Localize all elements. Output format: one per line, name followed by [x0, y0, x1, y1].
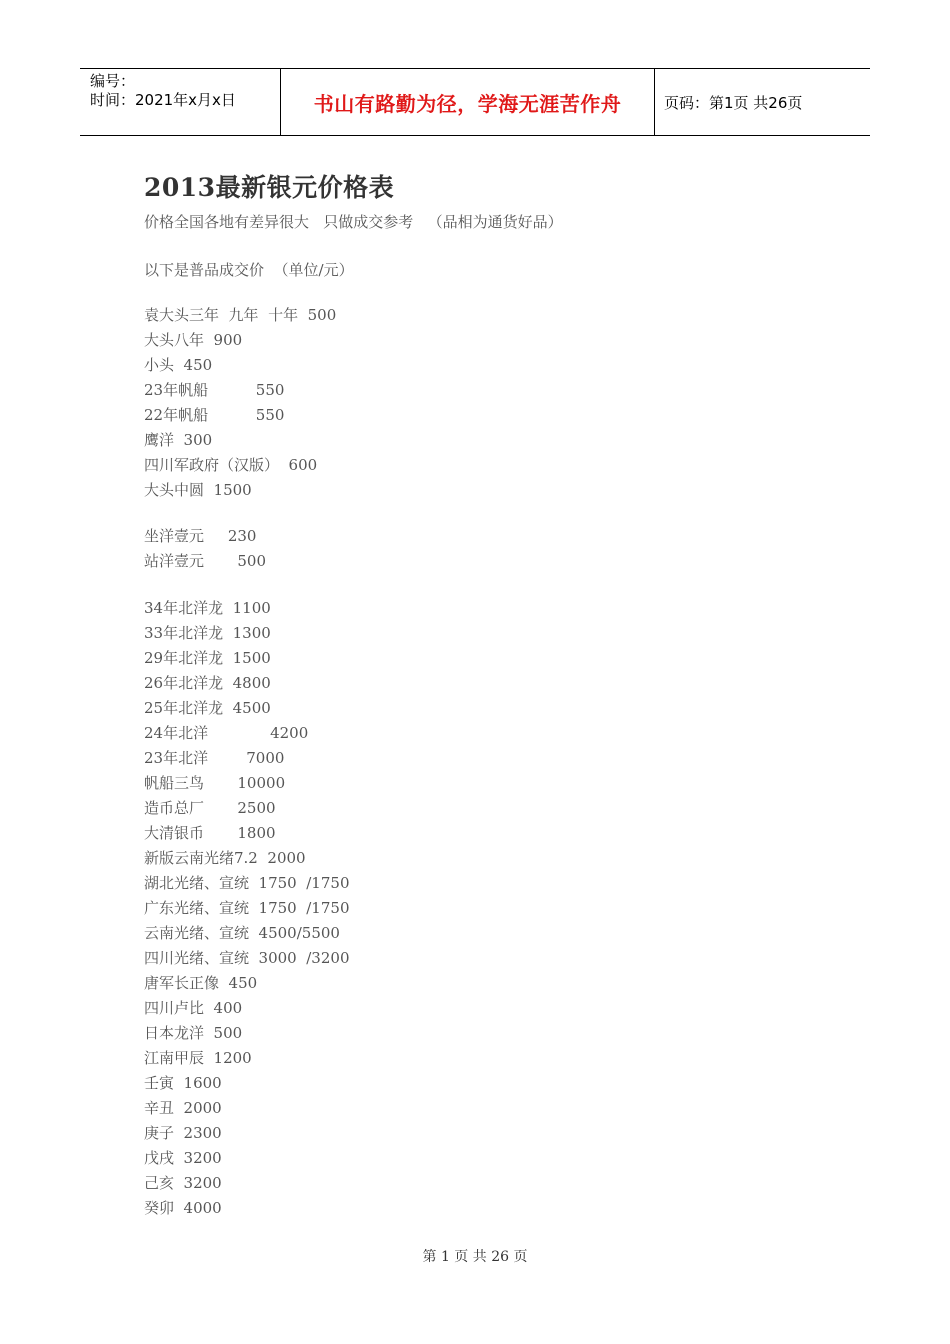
price-list-item — [144, 1171, 349, 1196]
coin-price: 2000 — [183, 1099, 222, 1117]
coin-name: 鹰洋 — [144, 431, 184, 449]
coin-price: 2000 — [267, 849, 306, 867]
coin-name: 34年北洋龙 — [144, 599, 233, 617]
document-number-label: 编号： — [90, 72, 136, 90]
page-header-table — [80, 68, 870, 136]
coin-name: 25年北洋龙 — [144, 699, 233, 717]
price-list-item — [144, 428, 336, 453]
coin-name: 26年北洋龙 — [144, 674, 233, 692]
price-list-item — [144, 328, 336, 353]
coin-price: 300 — [183, 431, 213, 449]
coin-name: 22年帆船 — [144, 406, 256, 424]
coin-name: 四川光绪、宣统 — [144, 949, 259, 967]
coin-price: 400 — [213, 999, 243, 1017]
coin-name: 大头中圆 — [144, 481, 214, 499]
coin-name: 四川军政府（汉版） — [144, 456, 289, 474]
price-list-item — [144, 846, 349, 871]
price-list-item — [144, 596, 349, 621]
coin-price: 3200 — [183, 1149, 222, 1167]
coin-name: 壬寅 — [144, 1074, 184, 1092]
coin-price: 500 — [307, 306, 337, 324]
coin-price: 4500/5500 — [258, 924, 340, 942]
coin-name: 33年北洋龙 — [144, 624, 233, 642]
price-list-item — [144, 1196, 349, 1221]
coin-price: 1800 — [237, 824, 276, 842]
price-list-item — [144, 1021, 349, 1046]
coin-price: 1750 /1750 — [258, 874, 350, 892]
coin-price: 3000 /3200 — [258, 949, 350, 967]
price-list-group-2 — [144, 524, 266, 574]
coin-name: 站洋壹元 — [144, 552, 238, 570]
price-list-item — [144, 896, 349, 921]
coin-name: 唐军长正像 — [144, 974, 229, 992]
price-unit-note: 以下是普品成交价 （单位/元） — [144, 261, 354, 279]
document-subtitle: 价格全国各地有差异很大 只做成交参考 （品相为通货好品） — [144, 213, 563, 231]
coin-price: 10000 — [237, 774, 286, 792]
coin-price: 230 — [227, 527, 257, 545]
price-list-item — [144, 524, 266, 549]
price-list-item — [144, 921, 349, 946]
price-list-item — [144, 1046, 349, 1071]
price-list-item — [144, 721, 349, 746]
coin-name: 帆船三鸟 — [144, 774, 238, 792]
coin-name: 23年帆船 — [144, 381, 256, 399]
price-list-item — [144, 453, 336, 478]
coin-name: 小头 — [144, 356, 184, 374]
price-list-item — [144, 696, 349, 721]
coin-price: 7000 — [246, 749, 285, 767]
price-list-item — [144, 378, 336, 403]
coin-name: 戊戌 — [144, 1149, 184, 1167]
coin-price: 1100 — [232, 599, 271, 617]
coin-name: 大头八年 — [144, 331, 214, 349]
coin-name: 24年北洋 — [144, 724, 271, 742]
price-list-item — [144, 1096, 349, 1121]
coin-name: 庚子 — [144, 1124, 184, 1142]
coin-price: 4000 — [183, 1199, 222, 1217]
coin-price: 4500 — [232, 699, 271, 717]
coin-name: 大清银币 — [144, 824, 238, 842]
price-list-item — [144, 946, 349, 971]
coin-price: 1750 /1750 — [258, 899, 350, 917]
coin-price: 4800 — [232, 674, 271, 692]
header-page-cell — [655, 69, 870, 135]
coin-price: 500 — [213, 1024, 243, 1042]
header-page-number: 页码：第1页 共26页 — [664, 93, 803, 112]
price-list-item — [144, 796, 349, 821]
header-motto-cell — [281, 69, 655, 135]
coin-price: 1200 — [213, 1049, 252, 1067]
price-list-item — [144, 1146, 349, 1171]
price-list-item — [144, 549, 266, 574]
coin-name: 云南光绪、宣统 — [144, 924, 259, 942]
coin-price: 500 — [237, 552, 267, 570]
coin-name: 新版云南光绪7.2 — [144, 849, 268, 867]
coin-name: 23年北洋 — [144, 749, 247, 767]
price-list-item — [144, 478, 336, 503]
price-list-item — [144, 353, 336, 378]
price-list-item — [144, 621, 349, 646]
coin-price: 550 — [255, 406, 285, 424]
coin-price: 4200 — [270, 724, 309, 742]
coin-name: 四川卢比 — [144, 999, 214, 1017]
coin-price: 1600 — [183, 1074, 222, 1092]
price-list-item — [144, 871, 349, 896]
price-list-item — [144, 746, 349, 771]
header-motto: 书山有路勤为径，学海无涯苦作舟 — [313, 91, 622, 116]
coin-price: 450 — [183, 356, 213, 374]
coin-name: 造币总厂 — [144, 799, 238, 817]
price-list-item — [144, 646, 349, 671]
coin-price: 450 — [228, 974, 258, 992]
coin-price: 2300 — [183, 1124, 222, 1142]
coin-name: 日本龙洋 — [144, 1024, 214, 1042]
coin-name: 江南甲辰 — [144, 1049, 214, 1067]
price-list-group-1 — [144, 303, 336, 503]
coin-price: 2500 — [237, 799, 276, 817]
price-list-item — [144, 821, 349, 846]
coin-price: 900 — [213, 331, 243, 349]
document-title: 2013最新银元价格表 — [144, 173, 395, 202]
coin-name: 己亥 — [144, 1174, 184, 1192]
page-footer: 第 1 页 共 26 页 — [422, 1249, 528, 1265]
coin-name: 坐洋壹元 — [144, 527, 228, 545]
price-list-item — [144, 671, 349, 696]
price-list-item — [144, 971, 349, 996]
document-date-label: 时间：2021年x月x日 — [90, 91, 236, 109]
coin-name: 29年北洋龙 — [144, 649, 233, 667]
price-list-item — [144, 996, 349, 1021]
coin-price: 1500 — [232, 649, 271, 667]
coin-name: 广东光绪、宣统 — [144, 899, 259, 917]
price-list-item — [144, 403, 336, 428]
coin-name: 癸卯 — [144, 1199, 184, 1217]
price-list-item — [144, 303, 336, 328]
coin-price: 1500 — [213, 481, 252, 499]
coin-price: 550 — [255, 381, 285, 399]
coin-price: 3200 — [183, 1174, 222, 1192]
coin-name: 辛丑 — [144, 1099, 184, 1117]
coin-price: 600 — [288, 456, 318, 474]
price-list-item — [144, 771, 349, 796]
price-list-item — [144, 1071, 349, 1096]
price-list-group-3 — [144, 596, 349, 1221]
price-list-item — [144, 1121, 349, 1146]
header-meta-cell — [80, 69, 281, 135]
coin-price: 1300 — [232, 624, 271, 642]
coin-name: 湖北光绪、宣统 — [144, 874, 259, 892]
coin-name: 袁大头三年 九年 十年 — [144, 306, 308, 324]
